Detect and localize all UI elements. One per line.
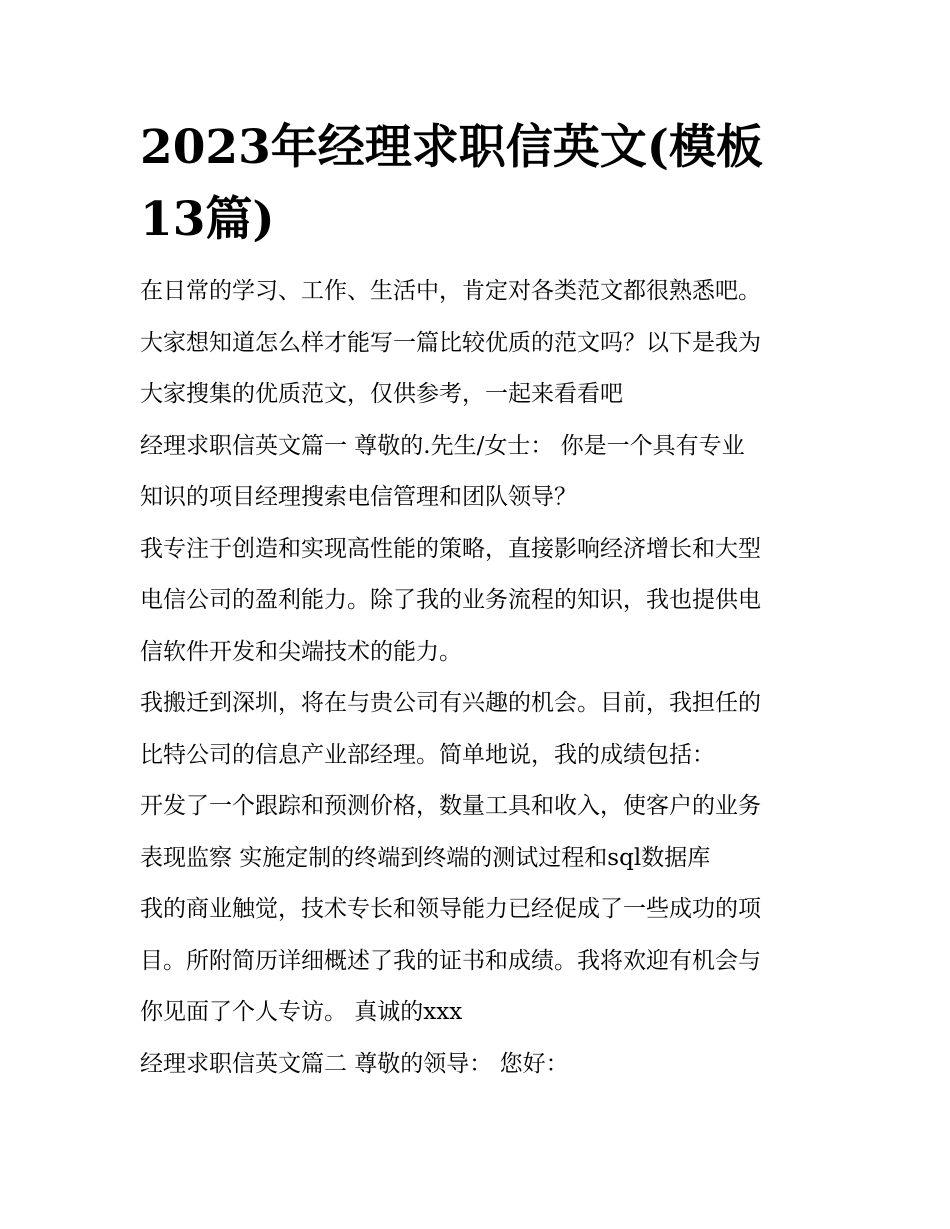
title-line-2: 13篇) [140,192,275,247]
title-line-1: 2023年经理求职信英文(模板 [140,120,764,175]
paragraph-letter-two-opening [140,1039,820,1091]
document-title [140,112,820,256]
text-line: 电信公司的盈利能力。除了我的业务流程的知识，我也提供电 [140,587,761,613]
paragraph-closing [140,884,820,1039]
text-line: 表现监察 实施定制的终端到终端的测试过程和sql数据库 [140,844,711,871]
document-page [140,112,820,1090]
text-line: 目。所附简历详细概述了我的证书和成绩。我将欢迎有机会与 [140,947,761,974]
text-line: 大家搜集的优质范文，仅供参考，一起来看看吧 [140,381,623,407]
text-line: 我的商业触觉，技术专长和领导能力已经促成了一些成功的项 [140,896,761,922]
text-line: 大家想知道怎么样才能写一篇比较优质的范文吗？以下是我为 [140,329,761,356]
paragraph-letter-one-opening [140,421,820,524]
paragraph-relocation [140,678,820,781]
text-line: 我专注于创造和实现高性能的策略，直接影响经济增长和大型 [140,535,761,562]
paragraph-strategy [140,524,820,679]
text-line: 比特公司的信息产业部经理。简单地说，我的成绩包括： [140,741,715,768]
text-line: 经理求职信英文篇二 尊敬的领导： 您好： [140,1050,569,1077]
text-line: 我搬迁到深圳，将在与贵公司有兴趣的机会。目前，我担任的 [140,690,761,716]
text-line: 在日常的学习、工作、生活中，肯定对各类范文都很熟悉吧。 [140,278,761,304]
text-line: 经理求职信英文篇一 尊敬的.先生/女士： 你是一个具有专业 [140,432,745,459]
text-line: 你见面了个人专访。 真诚的xxx [140,999,463,1025]
text-line: 信软件开发和尖端技术的能力。 [140,638,462,665]
paragraph-intro [140,266,820,421]
text-line: 开发了一个跟踪和预测价格，数量工具和收入，使客户的业务 [140,793,761,819]
text-line: 知识的项目经理搜索电信管理和团队领导？ [140,484,577,510]
paragraph-achievements [140,781,820,884]
